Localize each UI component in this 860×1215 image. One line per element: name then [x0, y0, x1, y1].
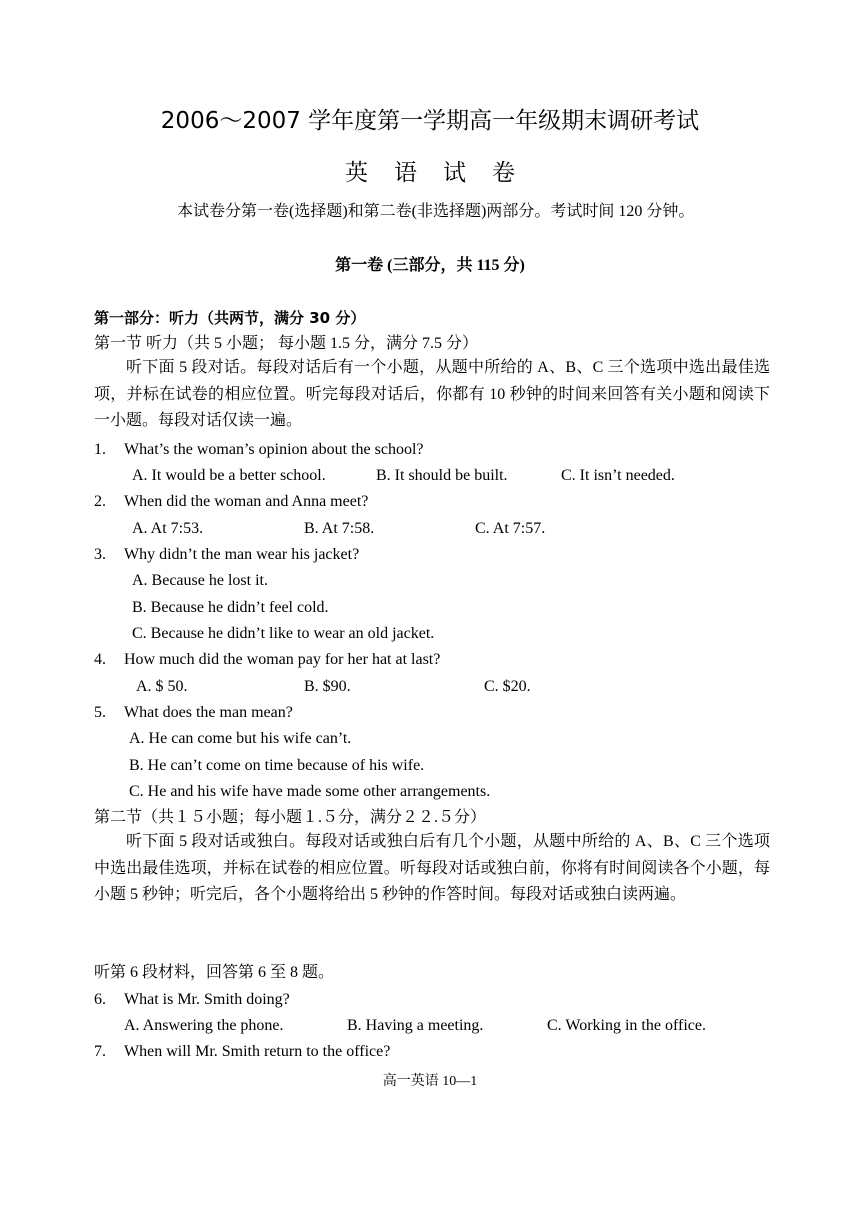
section2-instructions: 听下面 5 段对话或独白。每段对话或独白后有几个小题，从题中所给的 A、B、C 三个选项中选出最佳选项，并标在试卷的相应位置。听每段对话或独白前，你将有时间阅读各个小题，每小题 5 秒钟；听完后，各个小题将给出 5 秒钟的作答时间。每段对话或独白读两遍。 — [94, 833, 770, 903]
intro-text: 本试卷分第一卷(选择题)和第二卷(非选择题)两部分。考试时间 120 分钟。 — [177, 203, 695, 220]
question-4-option-c[interactable]: C. $20. — [484, 678, 531, 695]
question-1-option-c[interactable]: C. It isn’t needed. — [561, 467, 675, 484]
question-5-option-a[interactable]: A. He can come but his wife can’t. — [129, 730, 352, 747]
part1-heading: 第一部分：听力（共两节，满分 30 分） — [94, 309, 366, 327]
question-6-number: 6. — [94, 991, 106, 1008]
question-6-option-b[interactable]: B. Having a meeting. — [347, 1017, 484, 1034]
question-3-option-a[interactable]: A. Because he lost it. — [132, 572, 268, 589]
question-2-option-c[interactable]: C. At 7:57. — [475, 520, 546, 537]
question-5-number: 5. — [94, 704, 106, 721]
question-2-option-b[interactable]: B. At 7:58. — [304, 520, 375, 537]
question-3-text: Why didn’t the man wear his jacket? — [124, 546, 360, 563]
question-4-text: How much did the woman pay for her hat at last? — [124, 651, 441, 668]
question-4-option-a[interactable]: A. $ 50. — [136, 678, 188, 695]
question-2-text: When did the woman and Anna meet? — [124, 493, 369, 510]
question-5-option-c[interactable]: C. He and his wife have made some other arrangements. — [129, 783, 491, 800]
section1-instructions: 听下面 5 段对话。每段对话后有一个小题，从题中所给的 A、B、C 三个选项中选出最佳选项，并标在试卷的相应位置。听完每段对话后，你都有 10 秒钟的时间来回答有关小题和阅读下一小题。每段对话仅读一遍。 — [94, 359, 770, 429]
page-subtitle: 英语试卷 — [345, 160, 541, 186]
question-6-option-c[interactable]: C. Working in the office. — [547, 1017, 706, 1034]
volume1-title: 第一卷 (三部分，共 115 分) — [335, 257, 525, 274]
question-4-option-b[interactable]: B. $90. — [304, 678, 351, 695]
question-7-text: When will Mr. Smith return to the office? — [124, 1043, 391, 1060]
question-1-text: What’s the woman’s opinion about the school? — [124, 441, 424, 458]
section2-heading: 第二节（共１５小题；每小题１.５分，满分２２.５分） — [94, 809, 487, 826]
question-3-option-c[interactable]: C. Because he didn’t like to wear an old jacket. — [132, 625, 435, 642]
question-2-number: 2. — [94, 493, 106, 510]
question-1-option-b[interactable]: B. It should be built. — [376, 467, 508, 484]
question-4-number: 4. — [94, 651, 106, 668]
question-6-option-a[interactable]: A. Answering the phone. — [124, 1017, 284, 1034]
section1-heading: 第一节 听力（共 5 小题； 每小题 1.5 分，满分 7.5 分） — [94, 335, 479, 352]
page-footer: 高一英语 10—1 — [382, 1074, 478, 1089]
question-1-option-a[interactable]: A. It would be a better school. — [132, 467, 326, 484]
question-6-text: What is Mr. Smith doing? — [124, 991, 290, 1008]
question-3-number: 3. — [94, 546, 106, 563]
question-5-option-b[interactable]: B. He can’t come on time because of his wife. — [129, 757, 425, 774]
question-3-option-b[interactable]: B. Because he didn’t feel cold. — [132, 599, 329, 616]
question-1-number: 1. — [94, 441, 106, 458]
question-5-text: What does the man mean? — [124, 704, 293, 721]
question-7-number: 7. — [94, 1043, 106, 1060]
question-2-option-a[interactable]: A. At 7:53. — [132, 520, 204, 537]
page-title: 2006～2007 学年度第一学期高一年级期末调研考试 — [160, 108, 700, 134]
material-6-heading: 听第 6 段材料，回答第 6 至 8 题。 — [94, 964, 335, 981]
